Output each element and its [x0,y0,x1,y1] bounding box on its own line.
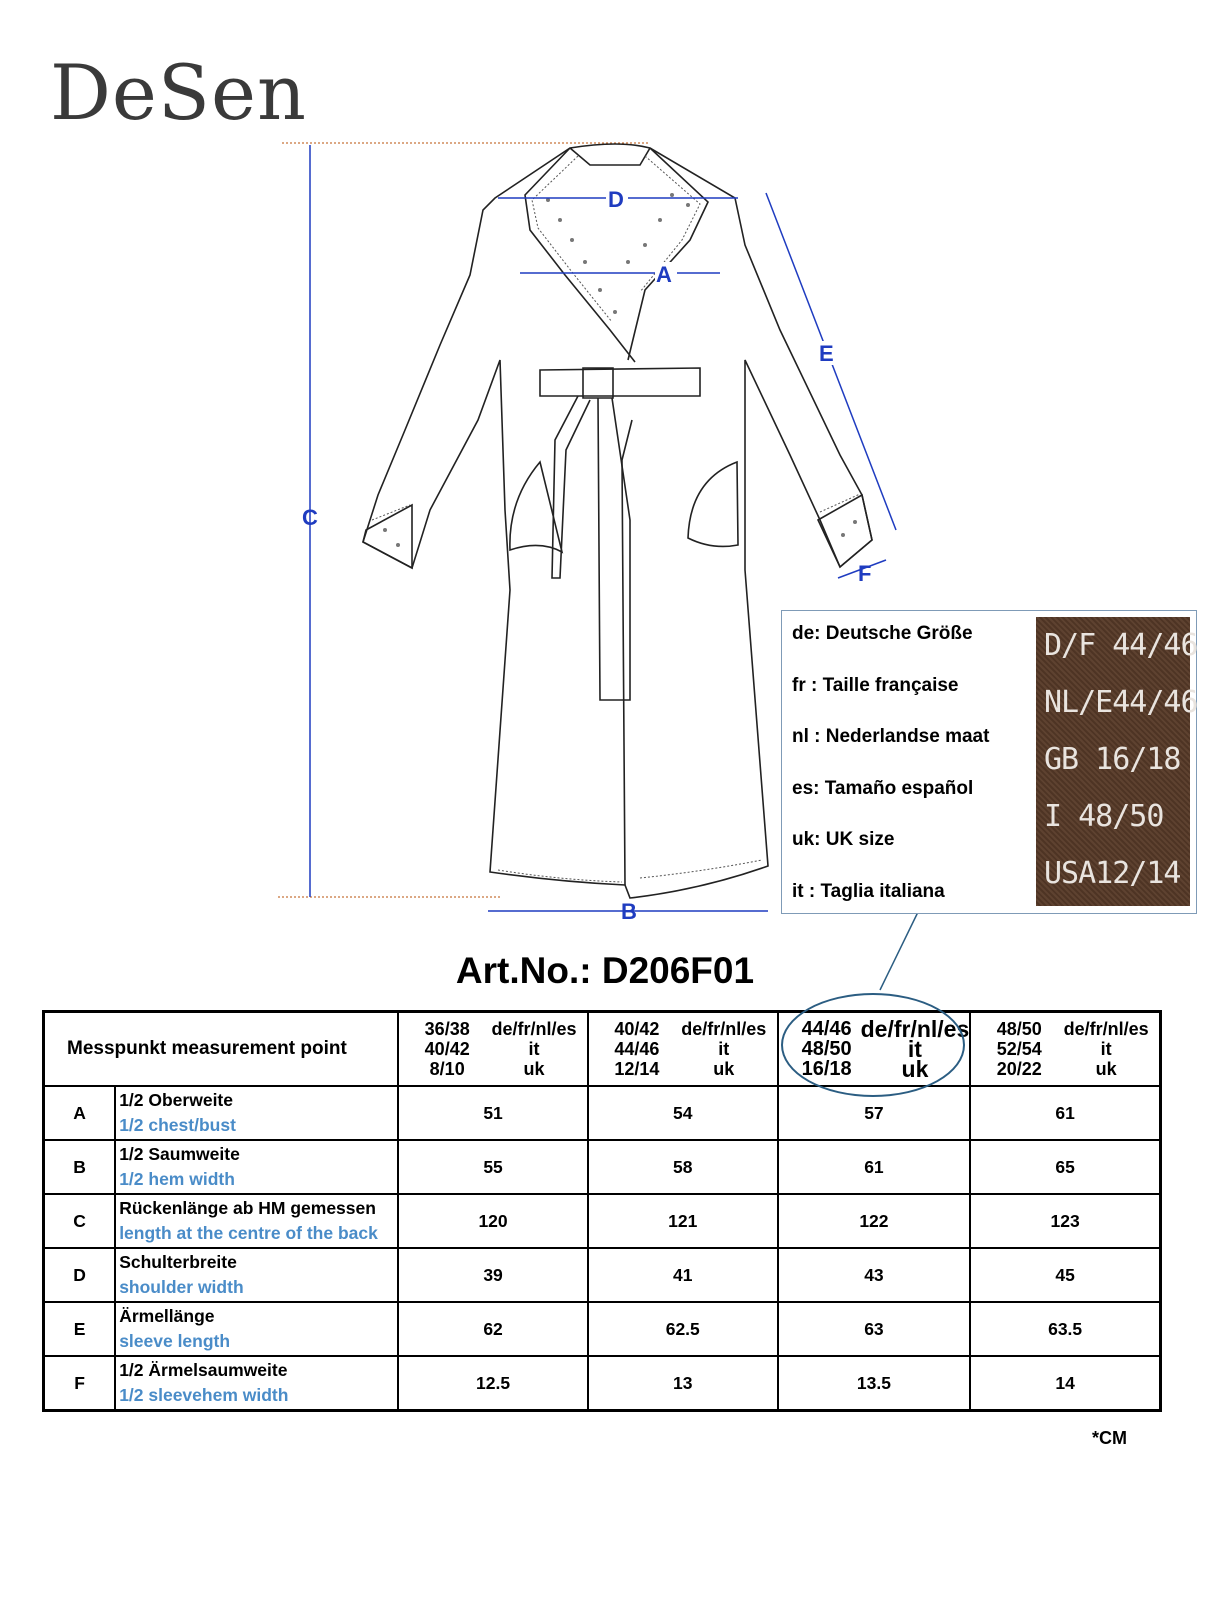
legend-item-nl: nl : Nederlandse maat [792,726,990,747]
row-code: A [44,1086,116,1140]
label-d: D [608,187,624,212]
row-value: 58 [588,1140,778,1194]
size-legend [781,610,1197,914]
row-value: 39 [398,1248,588,1302]
row-name: Rückenlänge ab HM gemessen length at the centre of the back [115,1194,398,1248]
size-column-header-highlighted: 44/46 de/fr/nl/es 48/50 it 16/18 uk [778,1012,971,1087]
table-row [44,1356,1161,1411]
row-name: 1/2 Saumweite 1/2 hem width [115,1140,398,1194]
article-number: Art.No.: D206F01 [455,950,755,991]
label-b: B [621,899,637,924]
table-row [44,1248,1161,1302]
row-value: 12.5 [398,1356,588,1411]
row-name: Schulterbreite shoulder width [115,1248,398,1302]
table-row [44,1194,1161,1248]
row-code: F [44,1356,116,1411]
legend-item-es: es: Tamaño español [792,777,974,799]
row-value: 63 [778,1302,971,1356]
row-name: 1/2 Oberweite 1/2 chest/bust [115,1086,398,1140]
row-value: 65 [970,1140,1160,1194]
label-e: E [819,341,834,366]
label-line: D/F 44/46 [1044,628,1198,663]
row-value: 57 [778,1086,971,1140]
row-value: 14 [970,1356,1160,1411]
brand-logo: DeSen [50,48,307,137]
size-column-header: 36/38 de/fr/nl/es 40/42 it 8/10 uk [398,1012,588,1087]
table-row [44,1140,1161,1194]
size-label-photo [1036,617,1198,906]
label-line: NL/E44/46 [1044,685,1198,720]
row-value: 51 [398,1086,588,1140]
table-row [44,1086,1161,1140]
row-value: 55 [398,1140,588,1194]
row-value: 43 [778,1248,971,1302]
highlight-ring [781,993,965,1097]
row-value: 63.5 [970,1302,1160,1356]
label-line: I 48/50 [1044,799,1164,834]
label-line: GB 16/18 [1044,742,1181,777]
row-value: 62.5 [588,1302,778,1356]
row-value: 62 [398,1302,588,1356]
label-c: C [302,505,318,530]
legend-item-fr: fr : Taille française [792,674,959,696]
row-value: 61 [778,1140,971,1194]
row-value: 121 [588,1194,778,1248]
legend-item-it: it : Taglia italiana [792,880,945,902]
table-row [44,1302,1161,1356]
label-line: USA12/14 [1044,856,1181,891]
legend-item-de: de: Deutsche Größe [792,623,973,644]
row-name: Ärmellänge sleeve length [115,1302,398,1356]
row-code: B [44,1140,116,1194]
row-code: C [44,1194,116,1248]
row-value: 41 [588,1248,778,1302]
row-value: 122 [778,1194,971,1248]
row-value: 61 [970,1086,1160,1140]
row-value: 123 [970,1194,1160,1248]
row-code: D [44,1248,116,1302]
row-value: 13 [588,1356,778,1411]
label-f: F [858,561,872,586]
row-name: 1/2 Ärmelsaumweite 1/2 sleevehem width [115,1356,398,1411]
table-header-row [44,1012,1161,1087]
header-measurement-point: Messpunkt measurement point [44,1012,399,1087]
row-value: 45 [970,1248,1160,1302]
unit-note: *CM [1092,1428,1127,1448]
row-value: 54 [588,1086,778,1140]
row-value: 13.5 [778,1356,971,1411]
legend-item-uk: uk: UK size [792,829,895,850]
size-column-header: 40/42 de/fr/nl/es 44/46 it 12/14 uk [588,1012,778,1087]
size-column-header: 48/50 de/fr/nl/es 52/54 it 20/22 uk [970,1012,1160,1087]
label-a: A [656,262,672,287]
row-code: E [44,1302,116,1356]
row-value: 120 [398,1194,588,1248]
size-chart-table [42,1010,1162,1412]
